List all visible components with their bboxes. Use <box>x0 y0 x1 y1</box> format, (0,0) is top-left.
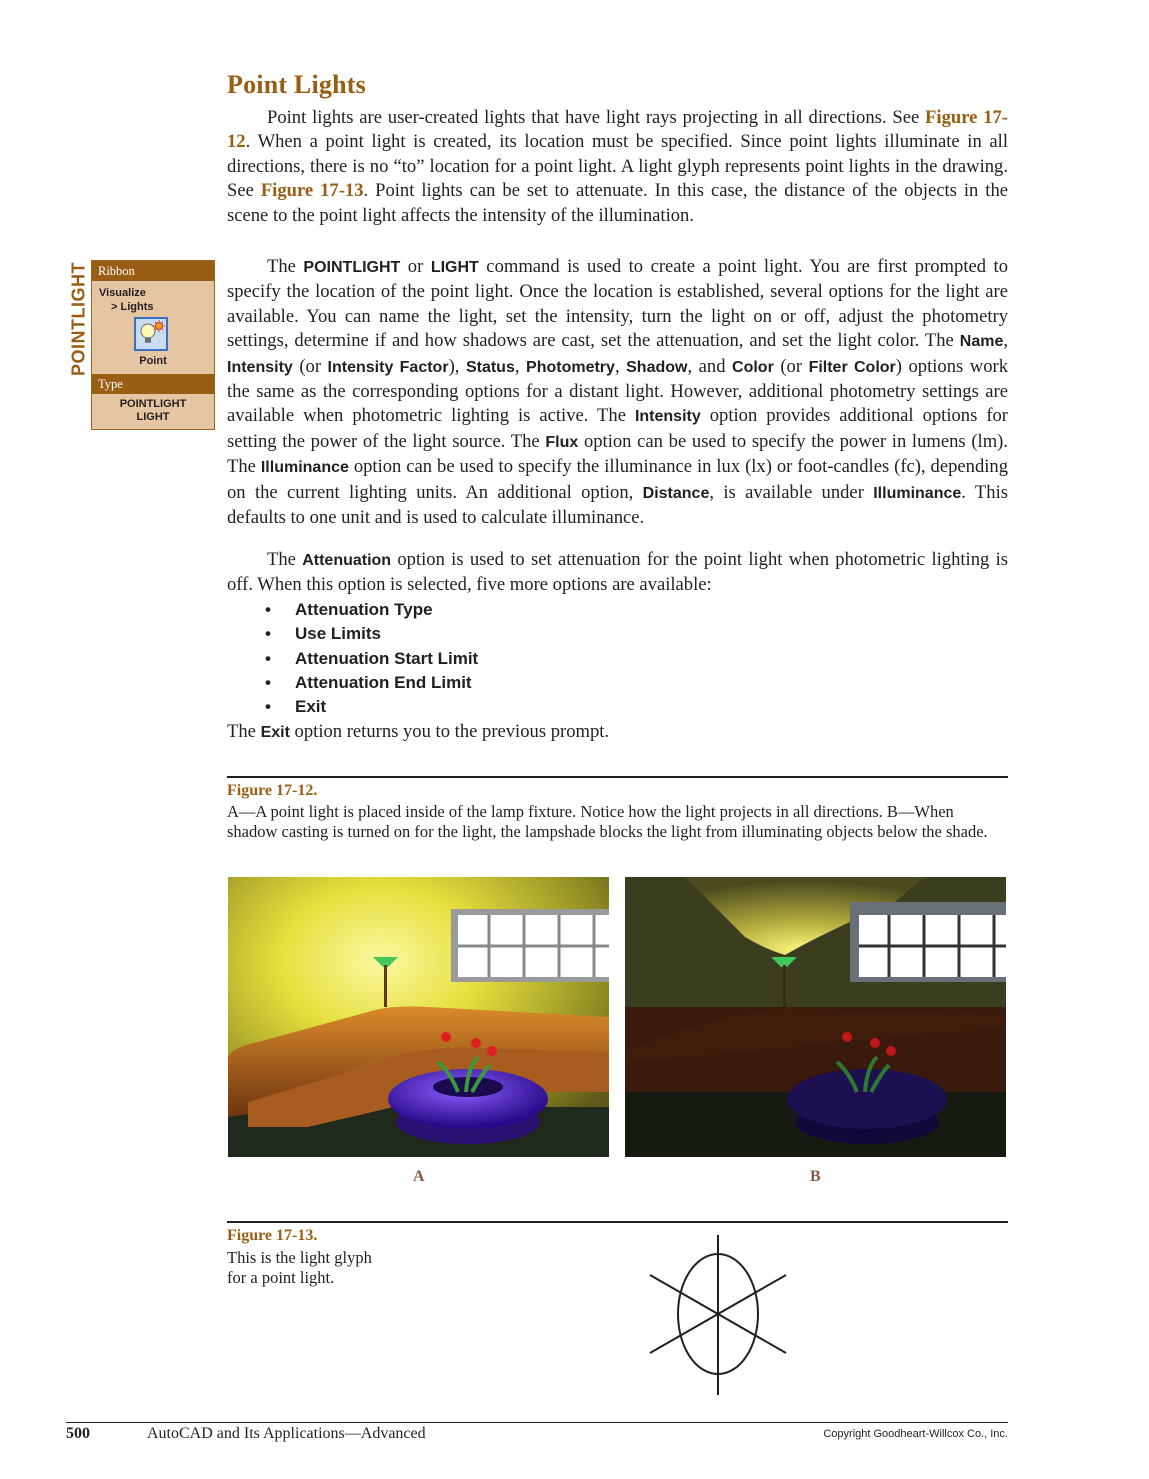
section-heading: Point Lights <box>227 70 366 99</box>
keyword: LIGHT <box>430 259 479 276</box>
paragraph-intro <box>227 106 1008 228</box>
ribbon-tab: Visualize <box>99 287 146 299</box>
keyword: Intensity Factor <box>327 358 449 376</box>
keyword: Illuminance <box>873 484 962 502</box>
copyright-notice: Copyright Goodheart-Willcox Co., Inc. <box>823 1428 1008 1440</box>
text: or <box>400 256 431 277</box>
text: option returns you to the previous prompt. <box>289 720 610 742</box>
bullet-icon: • <box>265 599 271 619</box>
text: , <box>1003 330 1008 352</box>
option-label: Use Limits <box>295 624 381 644</box>
footer-divider <box>66 1422 1008 1423</box>
text: option provides additional options for setting the power of the light source. The <box>227 405 1008 452</box>
figure-17-13-label: Figure 17-13. <box>227 1227 318 1244</box>
list-item <box>265 622 1008 646</box>
text: The <box>227 720 261 742</box>
figure-ref-17-12[interactable]: Figure 17-12 <box>227 107 1008 153</box>
text: , <box>514 355 527 377</box>
lamp-scene-shadowed-image <box>625 877 1006 1157</box>
bullet-icon: • <box>265 648 271 668</box>
panel-label-b: B <box>810 1168 821 1185</box>
text: , is available under <box>709 481 874 503</box>
keyword: Illuminance <box>260 459 349 477</box>
keyword: Distance <box>642 484 710 502</box>
keyword: Filter Color <box>808 358 896 376</box>
option-label: Attenuation Start Limit <box>295 648 479 668</box>
text: Point lights are user-created lights that have light rays projecting in all directions. See <box>267 107 926 128</box>
option-label: Exit <box>295 697 327 717</box>
keyword: Name <box>959 333 1004 351</box>
point-light-glyph-icon <box>640 1230 800 1400</box>
keyword: Intensity <box>634 408 701 426</box>
text: The <box>267 549 303 570</box>
keyword: Status <box>465 358 515 376</box>
list-item <box>265 695 1008 719</box>
text: option can be used to specify the power in lumens (lm). The <box>227 430 1008 478</box>
page-number: 500 <box>66 1425 90 1442</box>
text: . Point lights can be set to attenuate. In this case, the distance of the objects in the scene to the point light affects the intensity of the illumination. <box>227 180 1009 226</box>
ribbon-header: Ribbon <box>92 261 214 281</box>
render-panel-a <box>228 877 609 1157</box>
keyword: Flux <box>545 433 579 451</box>
text: . This defaults to one unit and is used to calculate illuminance. <box>227 481 1008 529</box>
text: ), <box>448 355 466 377</box>
book-title: AutoCAD and Its Applications—Advanced <box>147 1425 426 1442</box>
text: command is used to create a point light. You are first prompted to specify the location of the point light. Once the location is established, several options for the light are available. You can name the light, set the intensity, turn the light on or off, adjust the photometry settings, determine if and how shadows are cast, set the attenuation, and set the light color. The <box>227 256 1008 352</box>
paragraph-command <box>227 255 1008 530</box>
list-item <box>265 647 1008 671</box>
point-light-bulb-icon <box>136 319 166 349</box>
command-name: POINTLIGHT <box>68 262 89 376</box>
keyword: Exit <box>260 723 290 741</box>
text: (or <box>773 355 809 377</box>
keyword: Color <box>732 358 774 376</box>
ribbon-panel: > Lights <box>111 300 154 313</box>
bullet-icon: • <box>265 673 271 693</box>
figure-17-13-caption: This is the light glyph for a point light. <box>227 1248 372 1287</box>
text: , and <box>687 355 733 377</box>
type-command: LIGHT <box>136 411 170 423</box>
list-item <box>265 671 1008 695</box>
keyword: POINTLIGHT <box>303 259 401 276</box>
keyword: Photometry <box>526 358 615 376</box>
ribbon-path <box>92 281 214 314</box>
figure-17-12-caption: A—A point light is placed inside of the lamp fixture. Notice how the light projects in all directions. B—When shadow casting is turned on for the light, the lampshade blocks the light from illuminating objects below the shade. <box>227 802 988 841</box>
panel-label-a: A <box>413 1168 425 1185</box>
command-access-box <box>91 260 215 430</box>
text: option can be used to specify the illuminance in lux (lx) or foot-candles (fc), depending on the current lighting units. An additional option, <box>227 456 1008 503</box>
figure-divider <box>227 1221 1008 1223</box>
text: , <box>614 355 627 377</box>
sidebar-command-label <box>66 260 92 378</box>
point-button-label: Point <box>139 355 167 367</box>
list-item <box>265 598 1008 622</box>
render-panel-b <box>625 877 1006 1157</box>
text: The <box>267 256 304 277</box>
text: ) options work the same as the corresponding options for a distant light. However, additional photometry settings are available when photometric lighting is active. The <box>227 355 1009 427</box>
figure-divider <box>227 776 1008 778</box>
point-light-button[interactable] <box>134 317 168 351</box>
keyword: Intensity <box>227 358 293 376</box>
option-label: Attenuation Type <box>295 599 433 619</box>
type-commands <box>92 398 214 424</box>
paragraph-attenuation <box>227 548 1008 745</box>
lamp-scene-lit-image <box>228 877 609 1157</box>
text: . When a point light is created, its location must be specified. Since point lights illuminate in all directions, there is no “to” location for a point light. A light glyph represents point lights in the drawing. See <box>227 131 1008 202</box>
text: (or <box>292 355 328 377</box>
figure-ref-17-13[interactable]: Figure 17-13 <box>260 180 364 202</box>
option-label: Attenuation End Limit <box>295 673 472 693</box>
attenuation-options-list <box>227 598 1008 720</box>
bullet-icon: • <box>265 697 271 717</box>
type-header: Type <box>92 374 214 394</box>
keyword: Shadow <box>626 358 688 376</box>
text: option is used to set attenuation for the point light when photometric lighting is off. When this option is selected, five more options are available: <box>227 549 1008 596</box>
type-command: POINTLIGHT <box>119 398 187 410</box>
figure-17-12-label: Figure 17-12. <box>227 782 318 799</box>
keyword: Attenuation <box>302 552 392 569</box>
bullet-icon: • <box>265 624 271 644</box>
